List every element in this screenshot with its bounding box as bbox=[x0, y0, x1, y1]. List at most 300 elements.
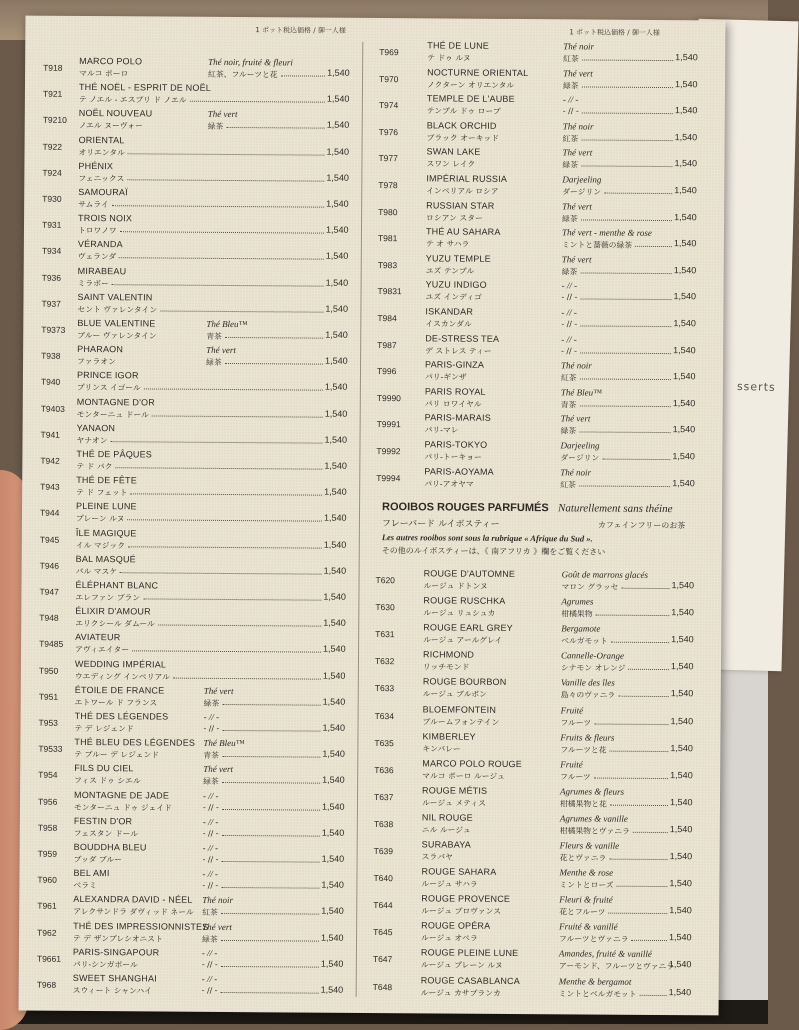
item-description: Thé vert bbox=[561, 414, 591, 424]
dot-leader bbox=[580, 321, 671, 327]
item-name-kana: テ オ サハラ bbox=[426, 239, 470, 250]
menu-item bbox=[376, 466, 706, 494]
item-description-jp: - // - bbox=[561, 293, 577, 302]
menu-item bbox=[38, 815, 358, 843]
rooibos-title-jp: フレーバード ルイボスティー bbox=[382, 516, 500, 530]
item-code: T921 bbox=[43, 89, 62, 99]
item-code: T9533 bbox=[38, 744, 62, 754]
menu-item bbox=[377, 386, 707, 414]
item-name-kana: アレクサンドラ ダヴィッド ネール bbox=[73, 906, 194, 918]
item-name-kana: オリエンタル bbox=[78, 147, 124, 158]
item-description-jp: 紅茶 bbox=[563, 53, 579, 64]
item-price: 1,540 bbox=[671, 661, 694, 671]
menu-item bbox=[375, 568, 705, 596]
item-description-jp: フルーツとヴァニラ bbox=[559, 934, 629, 945]
item-price: 1,540 bbox=[670, 797, 693, 807]
menu-item bbox=[373, 947, 703, 975]
item-code: T984 bbox=[377, 313, 396, 323]
background-card-text: sserts bbox=[737, 380, 776, 394]
dot-leader bbox=[631, 936, 667, 941]
item-price: 1,540 bbox=[670, 770, 693, 780]
item-code: T9994 bbox=[376, 473, 400, 483]
item-code: T9373 bbox=[41, 325, 65, 335]
menu-item bbox=[37, 868, 357, 896]
item-name: AVIATEUR bbox=[75, 632, 120, 642]
item-price: 1,540 bbox=[322, 854, 345, 864]
item-description-jp: 紅茶 bbox=[561, 373, 577, 384]
item-name-kana: ユズ インディゴ bbox=[425, 292, 482, 303]
menu-item bbox=[379, 40, 709, 68]
item-description-jp: ミントとベルガモット bbox=[559, 988, 637, 1000]
item-name-kana: スラバヤ bbox=[422, 851, 453, 862]
menu-item bbox=[377, 306, 707, 334]
dot-leader bbox=[112, 201, 324, 207]
item-description-jp: 緑茶 bbox=[562, 160, 578, 171]
item-code: T938 bbox=[41, 351, 60, 361]
item-name: SAMOURAÏ bbox=[78, 187, 128, 197]
item-name: THÉ AU SAHARA bbox=[426, 227, 501, 238]
item-name-kana: テ デ レジェンド bbox=[74, 723, 133, 734]
dot-leader bbox=[580, 375, 671, 381]
item-name: IMPÉRIAL RUSSIA bbox=[426, 173, 507, 184]
item-name-kana: パリ-ギンザ bbox=[425, 372, 467, 383]
item-description: Thé noir bbox=[563, 41, 594, 51]
menu-item bbox=[375, 622, 705, 650]
dot-leader bbox=[581, 295, 672, 301]
dot-leader bbox=[580, 401, 671, 407]
item-name-kana: ブルー ヴァレンタイン bbox=[77, 330, 156, 342]
item-description-jp: 緑茶 bbox=[204, 698, 220, 709]
item-description-jp: - // - bbox=[561, 319, 577, 328]
item-name: ROUGE PROVENCE bbox=[421, 894, 510, 905]
item-price: 1,540 bbox=[324, 513, 347, 523]
menu-item bbox=[41, 291, 361, 319]
item-code: T978 bbox=[378, 180, 397, 190]
item-price: 1,540 bbox=[321, 958, 344, 968]
item-code: T637 bbox=[374, 792, 393, 802]
item-description-jp: 紅茶 bbox=[563, 133, 579, 144]
item-code: T962 bbox=[37, 927, 56, 937]
item-name: NOCTURNE ORIENTAL bbox=[427, 67, 528, 78]
item-name: ÎLE MAGIQUE bbox=[76, 528, 137, 538]
dot-leader bbox=[152, 411, 323, 417]
item-code: T644 bbox=[373, 900, 392, 910]
menu-item bbox=[374, 785, 704, 813]
dot-leader bbox=[127, 175, 324, 181]
rooibos-section-header bbox=[382, 501, 712, 503]
item-name-kana: テ デ ザンプレシオニスト bbox=[73, 933, 163, 945]
item-name-kana: ブッダ ブルー bbox=[74, 854, 122, 865]
item-code: T9992 bbox=[376, 446, 400, 456]
item-price: 1,540 bbox=[323, 618, 346, 628]
item-name: SWEET SHANGHAI bbox=[73, 973, 157, 984]
menu-item bbox=[37, 973, 357, 1001]
item-name-kana: ファラオン bbox=[77, 356, 116, 367]
menu-item bbox=[377, 359, 707, 387]
item-description-jp: フルーツ bbox=[561, 717, 592, 728]
dot-leader bbox=[640, 990, 667, 995]
item-name: SWAN LAKE bbox=[427, 147, 481, 157]
item-name-kana: イスカンダル bbox=[425, 318, 471, 329]
item-name-kana: デ ストレス ティー bbox=[425, 345, 492, 356]
item-description: Agrumes bbox=[561, 596, 593, 606]
item-name-kana: ヤナオン bbox=[76, 435, 107, 446]
item-code: T953 bbox=[39, 718, 58, 728]
item-description-jp: 緑茶 bbox=[562, 213, 578, 224]
dot-leader bbox=[222, 778, 320, 784]
item-description: Thé vert bbox=[202, 921, 232, 931]
item-code: T630 bbox=[375, 602, 394, 612]
dot-leader bbox=[119, 254, 324, 260]
menu-item bbox=[39, 684, 359, 712]
menu-item bbox=[374, 731, 704, 759]
item-description: Thé noir, fruité & fleuri bbox=[208, 57, 293, 68]
item-name-kana: モンターニュ ドゥ ジェイド bbox=[74, 802, 172, 814]
item-name-kana: スウィート シャンハイ bbox=[73, 985, 152, 997]
item-description-jp: 緑茶 bbox=[202, 933, 218, 944]
menu-item bbox=[43, 108, 363, 136]
item-name: PARIS-MARAIS bbox=[425, 413, 491, 423]
item-price: 1,540 bbox=[321, 985, 344, 995]
menu-item bbox=[38, 789, 358, 817]
item-price: 1,540 bbox=[675, 79, 698, 89]
menu-item bbox=[40, 475, 360, 503]
item-price: 1,540 bbox=[322, 801, 345, 811]
item-price: 1,540 bbox=[327, 120, 350, 130]
item-code: T959 bbox=[38, 849, 57, 859]
menu-item bbox=[37, 920, 357, 948]
item-price: 1,540 bbox=[671, 688, 694, 698]
menu-item bbox=[38, 842, 358, 870]
item-price: 1,540 bbox=[675, 105, 698, 115]
item-code: T977 bbox=[378, 153, 397, 163]
item-name: THÉ BLEU DES LÉGENDES bbox=[74, 737, 195, 748]
item-name: VÉRANDA bbox=[78, 239, 123, 249]
dot-leader bbox=[225, 359, 323, 365]
item-price: 1,540 bbox=[674, 158, 697, 168]
item-description: Agrumes & vanille bbox=[560, 813, 628, 823]
menu-item bbox=[377, 279, 707, 307]
item-name: THÉ DE FÊTE bbox=[76, 475, 137, 485]
menu-item bbox=[42, 213, 362, 241]
item-price: 1,540 bbox=[321, 906, 344, 916]
item-name: BLACK ORCHID bbox=[427, 120, 497, 130]
menu-item bbox=[42, 187, 362, 215]
item-name-kana: ノエル ヌーヴォー bbox=[79, 120, 143, 131]
dot-leader bbox=[619, 692, 669, 697]
item-description-jp: 柑橘果物とヴァニラ bbox=[560, 825, 630, 836]
dot-leader bbox=[581, 162, 672, 168]
item-name-kana: トロワノワ bbox=[78, 225, 117, 236]
item-name-kana: アヴィエイター bbox=[75, 644, 129, 655]
dot-leader bbox=[281, 71, 325, 76]
item-price: 1,540 bbox=[673, 345, 696, 355]
item-price: 1,540 bbox=[325, 382, 348, 392]
item-name: THÉ NOËL - ESPRIT DE NOËL bbox=[79, 82, 211, 93]
item-name-kana: パリ-アオヤマ bbox=[424, 478, 474, 489]
item-price: 1,540 bbox=[671, 580, 694, 590]
menu-item bbox=[378, 253, 708, 281]
item-price: 1,540 bbox=[323, 670, 346, 680]
item-code: T970 bbox=[379, 74, 398, 84]
item-name-kana: ヴェランダ bbox=[78, 251, 116, 262]
item-code: T631 bbox=[375, 629, 394, 639]
item-code: T942 bbox=[40, 456, 59, 466]
menu-item bbox=[374, 812, 704, 840]
item-name-kana: パリ-トーキョー bbox=[424, 451, 481, 462]
menu-item bbox=[375, 676, 705, 704]
dot-leader bbox=[222, 831, 320, 837]
item-price: 1,540 bbox=[326, 251, 349, 261]
item-description: - // - bbox=[202, 869, 218, 879]
item-description-jp: マロン グラッセ bbox=[561, 581, 618, 592]
item-name-kana: ルージュ メティス bbox=[422, 797, 486, 808]
menu-item bbox=[375, 704, 705, 732]
item-code: T943 bbox=[40, 482, 59, 492]
item-description: Fruité bbox=[561, 705, 584, 715]
menu-item bbox=[373, 893, 703, 921]
menu-item bbox=[39, 632, 359, 660]
item-description: Thé Bleu™ bbox=[206, 319, 247, 329]
item-name-kana: ブルームフォンテイン bbox=[423, 716, 500, 728]
item-description-jp: フルーツと花 bbox=[560, 744, 606, 755]
item-name-kana: ルージュ プレーン ルヌ bbox=[421, 960, 503, 972]
item-name-kana: ユズ テンプル bbox=[426, 265, 475, 276]
dot-leader bbox=[595, 719, 669, 725]
tea-menu-card bbox=[19, 16, 726, 1016]
item-price: 1,540 bbox=[321, 932, 344, 942]
item-code: T633 bbox=[375, 683, 394, 693]
item-price: 1,540 bbox=[322, 827, 345, 837]
item-price: 1,540 bbox=[324, 434, 347, 444]
item-name: NIL ROUGE bbox=[422, 812, 473, 822]
item-price: 1,540 bbox=[672, 478, 695, 488]
item-description: - // - bbox=[203, 790, 219, 800]
item-description-jp: ミントとローズ bbox=[559, 879, 613, 890]
menu-item bbox=[42, 239, 362, 267]
item-name-kana: ルージュ ドトンヌ bbox=[423, 580, 487, 591]
item-price: 1,540 bbox=[674, 265, 697, 275]
item-description: Thé vert bbox=[206, 345, 236, 355]
item-description-jp: - // - bbox=[561, 346, 577, 355]
item-name: THÉ DES LÉGENDES bbox=[75, 711, 169, 722]
dot-leader bbox=[222, 726, 320, 732]
dot-leader bbox=[580, 428, 671, 434]
menu-item bbox=[38, 737, 358, 765]
item-price: 1,540 bbox=[673, 371, 696, 381]
item-description: Menthe & rose bbox=[559, 867, 613, 877]
rooibos-subtitle: Naturellement sans théine bbox=[558, 502, 673, 515]
item-description-jp: 緑茶 bbox=[206, 357, 222, 368]
rooibos-title: ROOIBOS ROUGES PARFUMÉS bbox=[382, 501, 549, 514]
item-name: ROUGE MÉTIS bbox=[422, 785, 487, 795]
item-code: T620 bbox=[376, 575, 395, 585]
dot-leader bbox=[604, 189, 672, 194]
item-name-kana: キンバレー bbox=[422, 743, 460, 754]
item-name-kana: セント ヴァレンタイン bbox=[77, 304, 157, 316]
item-price: 1,540 bbox=[323, 592, 346, 602]
item-name: TEMPLE DE L'AUBE bbox=[427, 94, 515, 105]
item-name-kana: リッチモンド bbox=[423, 662, 470, 673]
item-code: T645 bbox=[373, 927, 392, 937]
dot-leader bbox=[635, 242, 672, 247]
item-description-jp: - // - bbox=[202, 986, 218, 995]
price-header-left: 1 ポット税込価格 / 御一人様 bbox=[255, 25, 346, 36]
item-description: Thé vert bbox=[562, 254, 592, 264]
item-description: Thé vert bbox=[563, 68, 593, 78]
menu-item bbox=[379, 67, 709, 95]
item-name-kana: サムライ bbox=[78, 199, 109, 210]
item-code: T638 bbox=[374, 819, 393, 829]
dot-leader bbox=[581, 268, 672, 274]
item-name-kana: テ ブルー デ レジェンド bbox=[74, 749, 159, 761]
item-description-jp: フルーツ bbox=[560, 771, 591, 782]
item-name: MARCO POLO ROUGE bbox=[422, 758, 522, 769]
item-code: T941 bbox=[41, 429, 60, 439]
item-name: ORIENTAL bbox=[79, 135, 125, 145]
dot-leader bbox=[610, 855, 668, 860]
item-description: Thé noir bbox=[561, 361, 592, 371]
item-name: PRINCE IGOR bbox=[77, 370, 139, 380]
dot-leader bbox=[120, 568, 322, 574]
item-description-jp: 紅茶 bbox=[560, 479, 576, 490]
item-description-jp: 島々のヴァニラ bbox=[561, 690, 616, 701]
item-code: T950 bbox=[39, 665, 58, 675]
dot-leader bbox=[628, 665, 669, 670]
menu-item bbox=[41, 370, 361, 398]
item-code: T9210 bbox=[43, 115, 67, 125]
item-name-kana: プレーン ルヌ bbox=[76, 513, 125, 524]
item-name: PLEINE LUNE bbox=[76, 501, 137, 511]
item-name-kana: テ ノエル - エスプリ ド ノエル bbox=[79, 94, 187, 106]
item-name: BLOEMFONTEIN bbox=[423, 704, 496, 715]
item-description-jp: アーモンド、フルーツとヴァニラ bbox=[559, 961, 674, 973]
menu-item bbox=[378, 173, 708, 201]
item-name-kana: フィス ドゥ シエル bbox=[74, 775, 141, 786]
item-name: BOUDDHA BLEU bbox=[74, 842, 147, 853]
item-price: 1,540 bbox=[669, 932, 692, 942]
item-description: Thé noir bbox=[202, 895, 233, 905]
item-code: T918 bbox=[43, 63, 62, 73]
item-name-kana: スワン レイク bbox=[426, 159, 475, 170]
item-name-kana: ルージュ オペラ bbox=[421, 933, 478, 944]
dot-leader bbox=[616, 882, 667, 887]
item-name-kana: フェスタン ドール bbox=[74, 828, 138, 839]
item-name: DE-STRESS TEA bbox=[425, 333, 499, 344]
item-code: T636 bbox=[374, 765, 393, 775]
item-code: T648 bbox=[373, 982, 392, 992]
item-price: 1,540 bbox=[670, 851, 693, 861]
item-name-kana: プリンス イゴール bbox=[77, 382, 141, 393]
menu-item bbox=[40, 501, 360, 529]
dot-leader bbox=[143, 594, 321, 600]
menu-item bbox=[375, 649, 705, 677]
item-description: Fruits & fleurs bbox=[560, 732, 614, 742]
item-name-kana: ベラミ bbox=[73, 880, 96, 891]
item-description-jp: - // - bbox=[203, 724, 219, 733]
item-description: Menthe & bergamot bbox=[559, 976, 632, 987]
menu-item bbox=[40, 449, 360, 477]
menu-item bbox=[379, 93, 709, 121]
item-description-jp: 花とヴァニラ bbox=[560, 852, 607, 863]
item-code: T640 bbox=[373, 873, 392, 883]
item-price: 1,540 bbox=[673, 424, 696, 434]
item-code: T647 bbox=[373, 954, 392, 964]
item-code: T944 bbox=[40, 508, 59, 518]
item-description: - // - bbox=[561, 307, 577, 317]
item-price: 1,540 bbox=[325, 303, 348, 313]
item-price: 1,540 bbox=[323, 696, 346, 706]
item-code: T930 bbox=[42, 194, 61, 204]
item-description: Cannelle-Orange bbox=[561, 651, 624, 661]
dot-leader bbox=[127, 516, 322, 522]
item-price: 1,540 bbox=[673, 398, 696, 408]
menu-item bbox=[376, 439, 706, 467]
item-name-kana: テ ドゥ ルヌ bbox=[427, 52, 471, 63]
item-description: Thé Bleu™ bbox=[561, 387, 602, 397]
item-name: ÉLÉPHANT BLANC bbox=[75, 580, 158, 591]
item-code: T635 bbox=[374, 738, 393, 748]
item-price: 1,540 bbox=[327, 68, 350, 78]
item-price: 1,540 bbox=[669, 987, 692, 997]
menu-item bbox=[37, 946, 357, 974]
item-description: - // - bbox=[563, 95, 579, 105]
item-code: T947 bbox=[39, 587, 58, 597]
item-description: - // - bbox=[562, 281, 578, 291]
item-price: 1,540 bbox=[675, 132, 698, 142]
item-price: 1,540 bbox=[326, 199, 349, 209]
dot-leader bbox=[580, 348, 671, 354]
item-code: T9403 bbox=[41, 403, 65, 413]
item-description: - // - bbox=[203, 817, 219, 827]
item-name: RICHMOND bbox=[423, 650, 474, 660]
item-name-kana: フェニックス bbox=[78, 173, 124, 184]
item-name-kana: ミラボー bbox=[78, 278, 109, 289]
item-description: Goût de marrons glacés bbox=[562, 569, 648, 580]
item-description: Thé vert bbox=[562, 201, 592, 211]
item-name-kana: マルコ ポーロ ルージュ bbox=[422, 770, 505, 782]
item-name: THÉ DE LUNE bbox=[427, 40, 489, 50]
item-name-kana: パリ-マレ bbox=[425, 425, 459, 436]
dot-leader bbox=[594, 773, 668, 779]
item-description: - // - bbox=[202, 974, 218, 984]
item-description-jp: 柑橘果物 bbox=[561, 608, 592, 619]
item-name-kana: エレファン ブラン bbox=[75, 592, 140, 603]
dot-leader bbox=[128, 149, 325, 155]
menu-item bbox=[43, 56, 363, 84]
item-name: RUSSIAN STAR bbox=[426, 200, 494, 210]
item-name: MONTAGNE DE JADE bbox=[74, 790, 169, 801]
item-description-jp: ベルガモット bbox=[561, 636, 608, 647]
item-price: 1,540 bbox=[674, 212, 697, 222]
item-description: Thé Bleu™ bbox=[203, 738, 244, 748]
item-name-kana: インペリアル ロシア bbox=[426, 185, 498, 197]
item-price: 1,540 bbox=[674, 291, 697, 301]
item-price: 1,540 bbox=[322, 723, 345, 733]
item-price: 1,540 bbox=[670, 743, 693, 753]
dot-leader bbox=[609, 746, 668, 751]
item-description-jp: 緑茶 bbox=[563, 80, 579, 91]
item-price: 1,540 bbox=[673, 318, 696, 328]
item-name-kana: テ ド フェット bbox=[76, 487, 127, 498]
rooibos-note: Les autres rooibos sont sous la rubrique « Afrique du Sud ». bbox=[382, 532, 593, 543]
item-description: Amandes, fruité & vanillé bbox=[559, 949, 652, 960]
menu-item bbox=[377, 412, 707, 440]
item-price: 1,540 bbox=[324, 539, 347, 549]
rooibos-note-jp: その他のルイボスティーは、《 南アフリカ 》欄をご覧ください bbox=[382, 545, 606, 558]
item-code: T9485 bbox=[39, 639, 63, 649]
item-code: T980 bbox=[378, 207, 397, 217]
